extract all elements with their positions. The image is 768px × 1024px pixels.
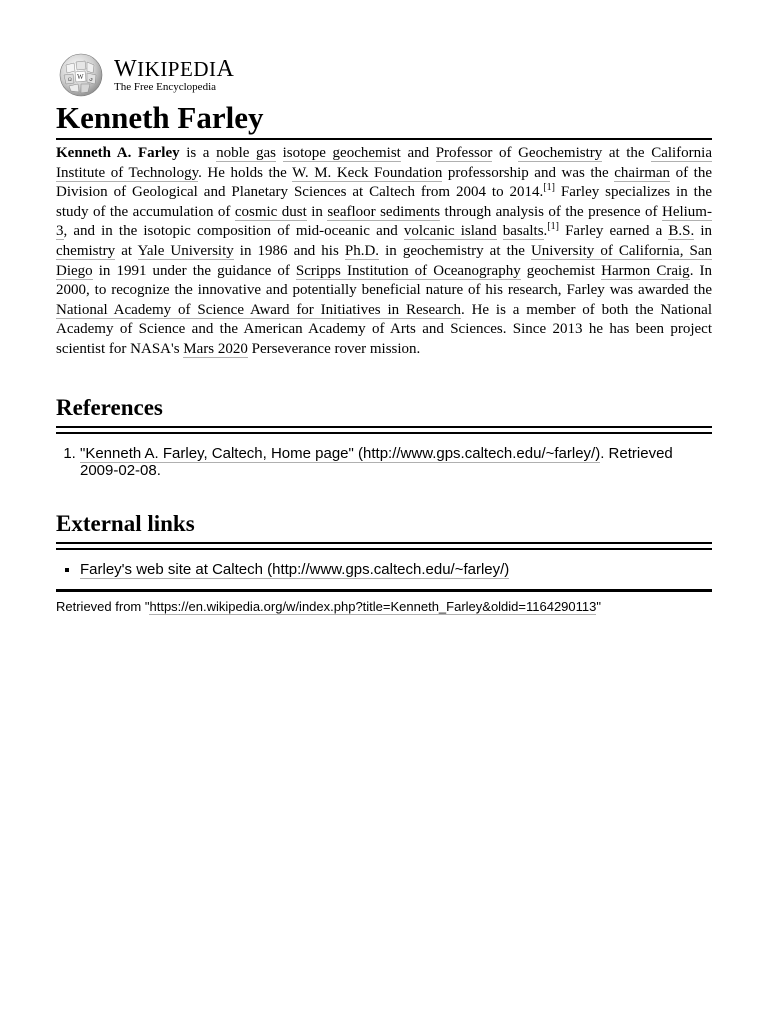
article-link[interactable]: isotope geochemist: [282, 145, 401, 161]
reference-link[interactable]: "Kenneth A. Farley, Caltech, Home page" (http://www.gps.caltech.edu/~farley/): [80, 444, 601, 462]
article-link[interactable]: chemistry: [56, 242, 116, 259]
footer-divider: [56, 589, 712, 592]
wordmark-name: WIKIPEDIA: [114, 55, 235, 82]
article-link[interactable]: Professor: [435, 145, 493, 161]
external-link-item: [80, 561, 712, 578]
references-heading: References: [56, 394, 712, 428]
subject-name: Kenneth A. Farley: [56, 145, 180, 161]
retrieved-suffix: ": [596, 598, 601, 614]
retrieved-from: [56, 599, 712, 615]
text-run: [276, 145, 283, 161]
text-run: of the Division of Geological and Planetary Sciences at Caltech from 2004 to 2014.: [56, 164, 712, 201]
text-run: [497, 223, 503, 239]
external-link[interactable]: Farley's web site at Caltech (http://www.gps.caltech.edu/~farley/): [80, 560, 510, 578]
text-run: Farley specializes in the study of the accumulation of: [56, 184, 712, 220]
text-run: at: [115, 242, 138, 259]
text-run: in 1991 under the guidance of: [92, 262, 296, 279]
article-link[interactable]: basalts: [502, 223, 544, 240]
article-link[interactable]: National Academy of Science Award for Initiatives in Research: [56, 301, 461, 318]
text-run: is a: [179, 145, 217, 161]
text-run: in: [306, 203, 328, 220]
svg-text:ي: ي: [89, 77, 93, 82]
text-run: . In 2000, to recognize the innovative and potentially beneficial nature of his research, Farley was awarded the: [56, 262, 712, 299]
article-link[interactable]: Harmon Craig: [601, 262, 690, 279]
text-run: in: [694, 223, 712, 240]
citation-superscript: [543, 182, 555, 193]
external-links-list: [56, 561, 712, 578]
article-link[interactable]: University of California, San Diego: [56, 242, 712, 279]
retrieved-prefix: Retrieved from ": [56, 598, 150, 614]
wordmark-tagline: The Free Encyclopedia: [114, 80, 217, 93]
page-title: Kenneth Farley: [56, 100, 712, 140]
article-link[interactable]: seafloor sediments: [327, 203, 441, 220]
text-run: . He holds the: [198, 164, 293, 181]
article-link[interactable]: Geochemistry: [518, 145, 603, 161]
article-link[interactable]: Yale University: [137, 242, 234, 259]
article-link[interactable]: volcanic island: [403, 223, 497, 240]
text-run: , and in the isotopic composition of mid-oceanic and: [63, 223, 404, 240]
text-run: in 1986 and his: [233, 242, 345, 259]
text-run: geochemist: [520, 262, 602, 279]
article-link[interactable]: W. M. Keck Foundation: [292, 164, 443, 181]
article-link[interactable]: noble gas: [216, 145, 276, 161]
text-run: Perseverance rover mission.: [247, 340, 421, 357]
article-link[interactable]: Ph.D.: [344, 242, 380, 259]
article-link[interactable]: California Institute of Technology: [56, 145, 713, 181]
wikipedia-globe-logo-icon[interactable]: [56, 53, 106, 97]
references-list: [56, 445, 712, 479]
text-run: and: [400, 145, 436, 161]
lead-paragraph: [56, 144, 712, 360]
wikipedia-header: [56, 52, 712, 98]
reference-item: [80, 445, 712, 479]
text-run: professorship and was the: [442, 164, 615, 181]
wikipedia-wordmark[interactable]: [114, 55, 235, 93]
text-run: . He is a member of both the National Academy of Science and the American Academy of Arts and Sciences. Since 2013 he has been project scientist for NASA's: [56, 301, 712, 357]
article-link[interactable]: cosmic dust: [234, 203, 307, 220]
retrieved-url-link[interactable]: https://en.wikipedia.org/w/index.php?title=Kenneth_Farley&oldid=1164290113: [149, 598, 597, 614]
article-link[interactable]: chairman: [614, 164, 671, 181]
article-link[interactable]: Mars 2020: [183, 340, 248, 357]
text-run: Farley earned a: [558, 223, 669, 240]
article-link[interactable]: Helium-3: [56, 203, 712, 240]
text-run: of: [492, 145, 519, 161]
article-link[interactable]: B.S.: [668, 223, 695, 240]
article-page: [56, 52, 712, 615]
citation-superscript: [547, 221, 559, 232]
svg-text:Ω: Ω: [68, 78, 72, 83]
article-link[interactable]: Scripps Institution of Oceanography: [295, 262, 521, 279]
citation-link[interactable]: [1]: [547, 221, 559, 233]
citation-link[interactable]: [1]: [543, 182, 555, 194]
text-run: .: [543, 223, 548, 240]
svg-text:W: W: [77, 73, 84, 81]
reference-retrieved-text: . Retrieved 2009-02-08.: [80, 444, 673, 479]
external-links-heading: External links: [56, 510, 712, 544]
text-run: at the: [602, 145, 652, 161]
text-run: in geochemistry at the: [379, 242, 531, 259]
text-run: through analysis of the presence of: [440, 203, 662, 220]
